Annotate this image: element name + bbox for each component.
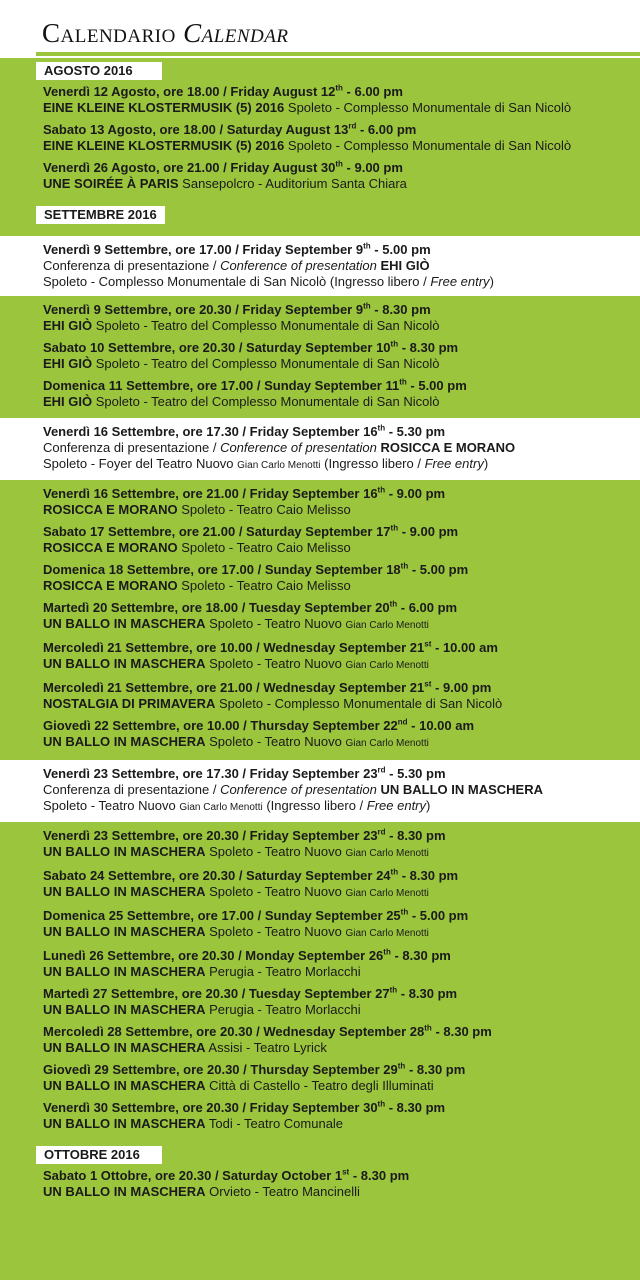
text-segment: UN BALLO IN MASCHERA: [43, 924, 206, 939]
text-segment: ): [489, 274, 494, 289]
text-segment: UN BALLO IN MASCHERA: [43, 656, 206, 671]
event-datetime: [43, 766, 640, 782]
text-segment: Venerdì 9 Settembre, ore 20.30 / Friday September 9: [43, 302, 364, 317]
calendar-section: [0, 200, 640, 236]
text-segment: EHI GIÒ: [43, 356, 93, 371]
text-segment: Conferenza di presentazione /: [43, 782, 221, 797]
text-segment: Spoleto - Teatro Nuovo: [205, 884, 346, 899]
event-entry: [0, 122, 640, 154]
event-entry: [0, 302, 640, 334]
ordinal-suffix: th: [335, 83, 343, 93]
text-segment: (Ingresso libero /: [320, 456, 425, 471]
text-segment: Gian Carlo Menotti: [345, 660, 429, 671]
text-segment: UN BALLO IN MASCHERA: [43, 884, 206, 899]
conference-block: [0, 418, 640, 480]
event-entry: [0, 340, 640, 372]
event-entry: [0, 828, 640, 862]
text-segment: UN BALLO IN MASCHERA: [43, 1116, 206, 1131]
event-detail: [43, 502, 640, 518]
event-detail: [43, 734, 640, 752]
title-italic: Calendar: [183, 18, 289, 48]
event-detail: [43, 578, 640, 594]
event-datetime: [43, 680, 640, 696]
text-segment: Spoleto - Complesso Monumentale di San Nicolò (Ingresso libero /: [43, 274, 431, 289]
event-detail: [43, 1078, 640, 1094]
text-segment: - 5.00 pm: [406, 378, 467, 393]
event-entry: [0, 1024, 640, 1056]
ordinal-suffix: th: [390, 867, 399, 877]
event-datetime: [43, 84, 640, 100]
text-segment: Spoleto - Teatro Nuovo: [205, 734, 346, 749]
text-segment: - 10.00 am: [407, 718, 475, 733]
event-entry: [0, 486, 640, 518]
event-entry: [0, 908, 640, 942]
event-entry: [0, 600, 640, 634]
text-segment: EINE KLEINE KLOSTERMUSIK (5) 2016: [43, 138, 285, 153]
text-segment: Domenica 18 Settembre, ore 17.00 / Sunday September 18: [43, 562, 401, 577]
event-detail: [43, 1002, 640, 1018]
text-segment: Sabato 13 Agosto, ore 18.00 / Saturday August 13: [43, 122, 349, 137]
text-segment: Gian Carlo Menotti: [345, 738, 429, 749]
text-segment: Mercoledì 28 Settembre, ore 20.30 / Wednesday September 28: [43, 1024, 425, 1039]
text-segment: Venerdì 16 Settembre, ore 21.00 / Friday September 16: [43, 486, 378, 501]
text-segment: Domenica 25 Settembre, ore 17.00 / Sunday September 25: [43, 908, 401, 923]
event-datetime: [43, 1062, 640, 1078]
text-segment: Conferenza di presentazione /: [43, 440, 221, 455]
text-segment: Free entry: [366, 798, 427, 813]
text-segment: ROSICCA E MORANO: [43, 578, 178, 593]
text-segment: Martedì 20 Settembre, ore 18.00 / Tuesday September 20: [43, 600, 390, 615]
text-segment: Spoleto - Teatro Nuovo: [205, 656, 346, 671]
text-segment: Gian Carlo Menotti: [345, 928, 429, 939]
text-segment: NOSTALGIA DI PRIMAVERA: [43, 696, 216, 711]
event-detail: [43, 844, 640, 862]
event-detail: [43, 696, 640, 712]
text-segment: Spoleto - Teatro Nuovo: [43, 798, 180, 813]
event-datetime: [43, 562, 640, 578]
text-segment: ROSICCA E MORANO: [43, 502, 178, 517]
event-datetime: [43, 948, 640, 964]
text-segment: Giovedì 29 Settembre, ore 20.30 / Thursday September 29: [43, 1062, 398, 1077]
text-segment: UNE SOIRÉE À PARIS: [43, 176, 179, 191]
event-detail: [43, 1116, 640, 1132]
ordinal-suffix: th: [377, 485, 386, 495]
ordinal-suffix: rd: [377, 765, 386, 775]
text-segment: Lunedì 26 Settembre, ore 20.30 / Monday September 26: [43, 948, 384, 963]
text-segment: Venerdì 30 Settembre, ore 20.30 / Friday September 30: [43, 1100, 378, 1115]
text-segment: - 5.30 pm: [385, 766, 446, 781]
text-segment: Sabato 17 Settembre, ore 21.00 / Saturday September 17: [43, 524, 391, 539]
text-segment: - 8.30 pm: [370, 302, 431, 317]
text-segment: EINE KLEINE KLOSTERMUSIK (5) 2016: [43, 100, 285, 115]
text-segment: Sabato 1 Ottobre, ore 20.30 / Saturday October 1: [43, 1168, 343, 1183]
calendar-section: [0, 58, 640, 200]
event-entry: [0, 868, 640, 902]
event-detail: [43, 100, 640, 116]
event-entry: [0, 160, 640, 192]
ordinal-suffix: th: [400, 907, 409, 917]
text-segment: Conference of presentation: [220, 782, 377, 797]
event-datetime: [43, 718, 640, 734]
text-segment: Venerdì 23 Settembre, ore 20.30 / Friday September 23: [43, 828, 378, 843]
text-segment: Mercoledì 21 Settembre, ore 10.00 / Wednesday September 21: [43, 640, 425, 655]
text-segment: Giovedì 22 Settembre, ore 10.00 / Thursday September 22: [43, 718, 398, 733]
text-segment: Gian Carlo Menotti: [345, 888, 429, 899]
text-segment: - 5.30 pm: [385, 424, 446, 439]
event-entry: [0, 986, 640, 1018]
text-segment: - 5.00 pm: [408, 908, 469, 923]
text-segment: Spoleto - Teatro del Complesso Monumentale di San Nicolò: [92, 356, 440, 371]
text-segment: UN BALLO IN MASCHERA: [43, 844, 206, 859]
month-label: OTTOBRE 2016: [36, 1146, 162, 1164]
text-segment: Spoleto - Foyer del Teatro Nuovo: [43, 456, 238, 471]
text-segment: Spoleto - Complesso Monumentale di San Nicolò: [284, 100, 572, 115]
text-segment: - 9.00 pm: [342, 160, 403, 175]
ordinal-suffix: th: [383, 947, 391, 957]
event-entry: [0, 1062, 640, 1094]
text-segment: - 9.00 pm: [431, 680, 492, 695]
event-entry: [0, 640, 640, 674]
event-datetime: [43, 1024, 640, 1040]
event-detail: [43, 440, 640, 456]
ordinal-suffix: th: [377, 423, 386, 433]
text-segment: Spoleto - Teatro del Complesso Monumentale di San Nicolò: [92, 394, 440, 409]
text-segment: Mercoledì 21 Settembre, ore 21.00 / Wednesday September 21: [43, 680, 425, 695]
event-detail: [43, 798, 640, 816]
text-segment: - 8.30 pm: [398, 340, 459, 355]
text-segment: - 9.00 pm: [398, 524, 459, 539]
text-segment: - 6.00 pm: [397, 600, 458, 615]
event-detail: [43, 274, 640, 290]
text-segment: Free entry: [424, 456, 484, 471]
event-entry: [0, 948, 640, 980]
ordinal-suffix: th: [377, 1099, 386, 1109]
text-segment: Venerdì 9 Settembre, ore 17.00 / Friday September 9: [43, 242, 364, 257]
text-segment: Gian Carlo Menotti: [179, 802, 263, 813]
text-segment: - 5.00 pm: [408, 562, 469, 577]
event-datetime: [43, 122, 640, 138]
text-segment: Sabato 24 Settembre, ore 20.30 / Saturday September 24: [43, 868, 391, 883]
text-segment: UN BALLO IN MASCHERA: [43, 1002, 206, 1017]
text-segment: Free entry: [430, 274, 490, 289]
event-detail: [43, 318, 640, 334]
event-datetime: [43, 828, 640, 844]
text-segment: UN BALLO IN MASCHERA: [43, 964, 206, 979]
event-datetime: [43, 640, 640, 656]
ordinal-suffix: th: [390, 339, 399, 349]
text-segment: Spoleto - Teatro Caio Melisso: [177, 540, 351, 555]
text-segment: Conference of presentation: [220, 440, 377, 455]
text-segment: Perugia - Teatro Morlacchi: [205, 964, 361, 979]
text-segment: - 8.30 pm: [390, 948, 451, 963]
text-segment: - 8.30 pm: [349, 1168, 410, 1183]
text-segment: - 9.00 pm: [385, 486, 446, 501]
text-segment: Conference of presentation: [220, 258, 377, 273]
event-datetime: [43, 378, 640, 394]
ordinal-suffix: th: [363, 241, 371, 251]
page-title: [42, 18, 288, 48]
text-segment: Venerdì 26 Agosto, ore 21.00 / Friday August 30: [43, 160, 336, 175]
text-segment: Martedì 27 Settembre, ore 20.30 / Tuesday September 27: [43, 986, 390, 1001]
text-segment: Sabato 10 Settembre, ore 20.30 / Saturday September 10: [43, 340, 391, 355]
text-segment: (Ingresso libero /: [262, 798, 367, 813]
text-segment: Venerdì 16 Settembre, ore 17.30 / Friday September 16: [43, 424, 378, 439]
text-segment: UN BALLO IN MASCHERA: [376, 782, 543, 797]
text-segment: Sansepolcro - Auditorium Santa Chiara: [178, 176, 407, 191]
ordinal-suffix: nd: [397, 717, 408, 727]
text-segment: Gian Carlo Menotti: [237, 460, 321, 471]
event-detail: [43, 1040, 640, 1056]
conference-block: [0, 760, 640, 822]
ordinal-suffix: rd: [377, 827, 386, 837]
ordinal-suffix: th: [389, 985, 398, 995]
ordinal-suffix: st: [424, 679, 432, 689]
text-segment: - 8.30 pm: [385, 828, 446, 843]
event-datetime: [43, 524, 640, 540]
event-entry: [0, 424, 640, 474]
text-segment: Spoleto - Complesso Monumentale di San Nicolò: [284, 138, 572, 153]
calendar-list: [0, 58, 640, 1280]
ordinal-suffix: th: [335, 159, 343, 169]
text-segment: Venerdì 12 Agosto, ore 18.00 / Friday August 12: [43, 84, 336, 99]
event-datetime: [43, 424, 640, 440]
text-segment: - 8.30 pm: [405, 1062, 466, 1077]
event-detail: [43, 356, 640, 372]
text-segment: - 10.00 am: [431, 640, 498, 655]
event-detail: [43, 176, 640, 192]
text-segment: Domenica 11 Settembre, ore 17.00 / Sunday September 11: [43, 378, 400, 393]
text-segment: - 8.30 pm: [431, 1024, 492, 1039]
text-segment: Assisi - Teatro Lyrick: [205, 1040, 327, 1055]
event-entry: [0, 1100, 640, 1132]
text-segment: - 8.30 pm: [398, 868, 459, 883]
text-segment: Spoleto - Teatro Caio Melisso: [177, 502, 351, 517]
month-label: SETTEMBRE 2016: [36, 206, 165, 224]
text-segment: UN BALLO IN MASCHERA: [43, 734, 206, 749]
ordinal-suffix: th: [390, 523, 399, 533]
text-segment: Venerdì 23 Settembre, ore 17.30 / Friday September 23: [43, 766, 378, 781]
event-entry: [0, 680, 640, 712]
ordinal-suffix: th: [399, 377, 407, 387]
text-segment: Spoleto - Complesso Monumentale di San Nicolò: [215, 696, 503, 711]
event-datetime: [43, 868, 640, 884]
event-entry: [0, 242, 640, 290]
text-segment: UN BALLO IN MASCHERA: [43, 1078, 206, 1093]
event-detail: [43, 258, 640, 274]
ordinal-suffix: st: [342, 1167, 350, 1177]
ordinal-suffix: th: [400, 561, 409, 571]
calendar-section: [0, 1140, 640, 1280]
event-datetime: [43, 1100, 640, 1116]
event-detail: [43, 1184, 640, 1200]
event-datetime: [43, 302, 640, 318]
text-segment: Spoleto - Teatro Nuovo: [205, 924, 346, 939]
event-detail: [43, 782, 640, 798]
ordinal-suffix: th: [389, 599, 398, 609]
text-segment: EHI GIÒ: [43, 318, 93, 333]
text-segment: EHI GIÒ: [376, 258, 430, 273]
event-entry: [0, 84, 640, 116]
event-datetime: [43, 908, 640, 924]
text-segment: EHI GIÒ: [43, 394, 93, 409]
event-detail: [43, 394, 640, 410]
event-entry: [0, 766, 640, 816]
month-label: AGOSTO 2016: [36, 62, 162, 80]
event-detail: [43, 964, 640, 980]
event-detail: [43, 924, 640, 942]
event-datetime: [43, 600, 640, 616]
text-segment: Todi - Teatro Comunale: [205, 1116, 344, 1131]
text-segment: - 6.00 pm: [342, 84, 403, 99]
conference-block: [0, 236, 640, 296]
text-segment: Perugia - Teatro Morlacchi: [205, 1002, 361, 1017]
title-underline-bar: [36, 52, 640, 56]
ordinal-suffix: rd: [348, 121, 357, 131]
text-segment: ): [426, 798, 431, 813]
calendar-section: [0, 480, 640, 760]
ordinal-suffix: th: [363, 301, 371, 311]
title-regular: Calendario: [42, 18, 176, 48]
text-segment: ROSICCA E MORANO: [43, 540, 178, 555]
text-segment: UN BALLO IN MASCHERA: [43, 616, 206, 631]
calendar-section: [0, 822, 640, 1140]
event-entry: [0, 718, 640, 752]
text-segment: Gian Carlo Menotti: [345, 620, 429, 631]
text-segment: UN BALLO IN MASCHERA: [43, 1040, 206, 1055]
event-entry: [0, 524, 640, 556]
event-detail: [43, 540, 640, 556]
event-entry: [0, 1168, 640, 1200]
ordinal-suffix: th: [397, 1061, 406, 1071]
text-segment: Conferenza di presentazione /: [43, 258, 221, 273]
text-segment: ): [483, 456, 489, 471]
event-datetime: [43, 1168, 640, 1184]
text-segment: - 6.00 pm: [356, 122, 417, 137]
text-segment: - 8.30 pm: [385, 1100, 446, 1115]
event-detail: [43, 656, 640, 674]
event-datetime: [43, 486, 640, 502]
event-datetime: [43, 242, 640, 258]
ordinal-suffix: th: [424, 1023, 432, 1033]
text-segment: Gian Carlo Menotti: [345, 848, 429, 859]
event-entry: [0, 378, 640, 410]
text-segment: Orvieto - Teatro Mancinelli: [205, 1184, 360, 1199]
page-header: [0, 0, 640, 58]
text-segment: - 5.00 pm: [370, 242, 431, 257]
ordinal-suffix: st: [424, 639, 432, 649]
text-segment: Spoleto - Teatro Nuovo: [205, 616, 346, 631]
text-segment: Spoleto - Teatro Nuovo: [205, 844, 346, 859]
text-segment: Città di Castello - Teatro degli Illuminati: [205, 1078, 434, 1093]
event-detail: [43, 884, 640, 902]
text-segment: UN BALLO IN MASCHERA: [43, 1184, 206, 1199]
event-detail: [43, 616, 640, 634]
event-detail: [43, 138, 640, 154]
text-segment: Spoleto - Teatro del Complesso Monumentale di San Nicolò: [92, 318, 440, 333]
text-segment: Spoleto - Teatro Caio Melisso: [177, 578, 351, 593]
calendar-section: [0, 296, 640, 418]
event-datetime: [43, 986, 640, 1002]
event-datetime: [43, 160, 640, 176]
text-segment: ROSICCA E MORANO: [376, 440, 516, 455]
event-detail: [43, 456, 640, 474]
event-datetime: [43, 340, 640, 356]
text-segment: - 8.30 pm: [397, 986, 458, 1001]
event-entry: [0, 562, 640, 594]
